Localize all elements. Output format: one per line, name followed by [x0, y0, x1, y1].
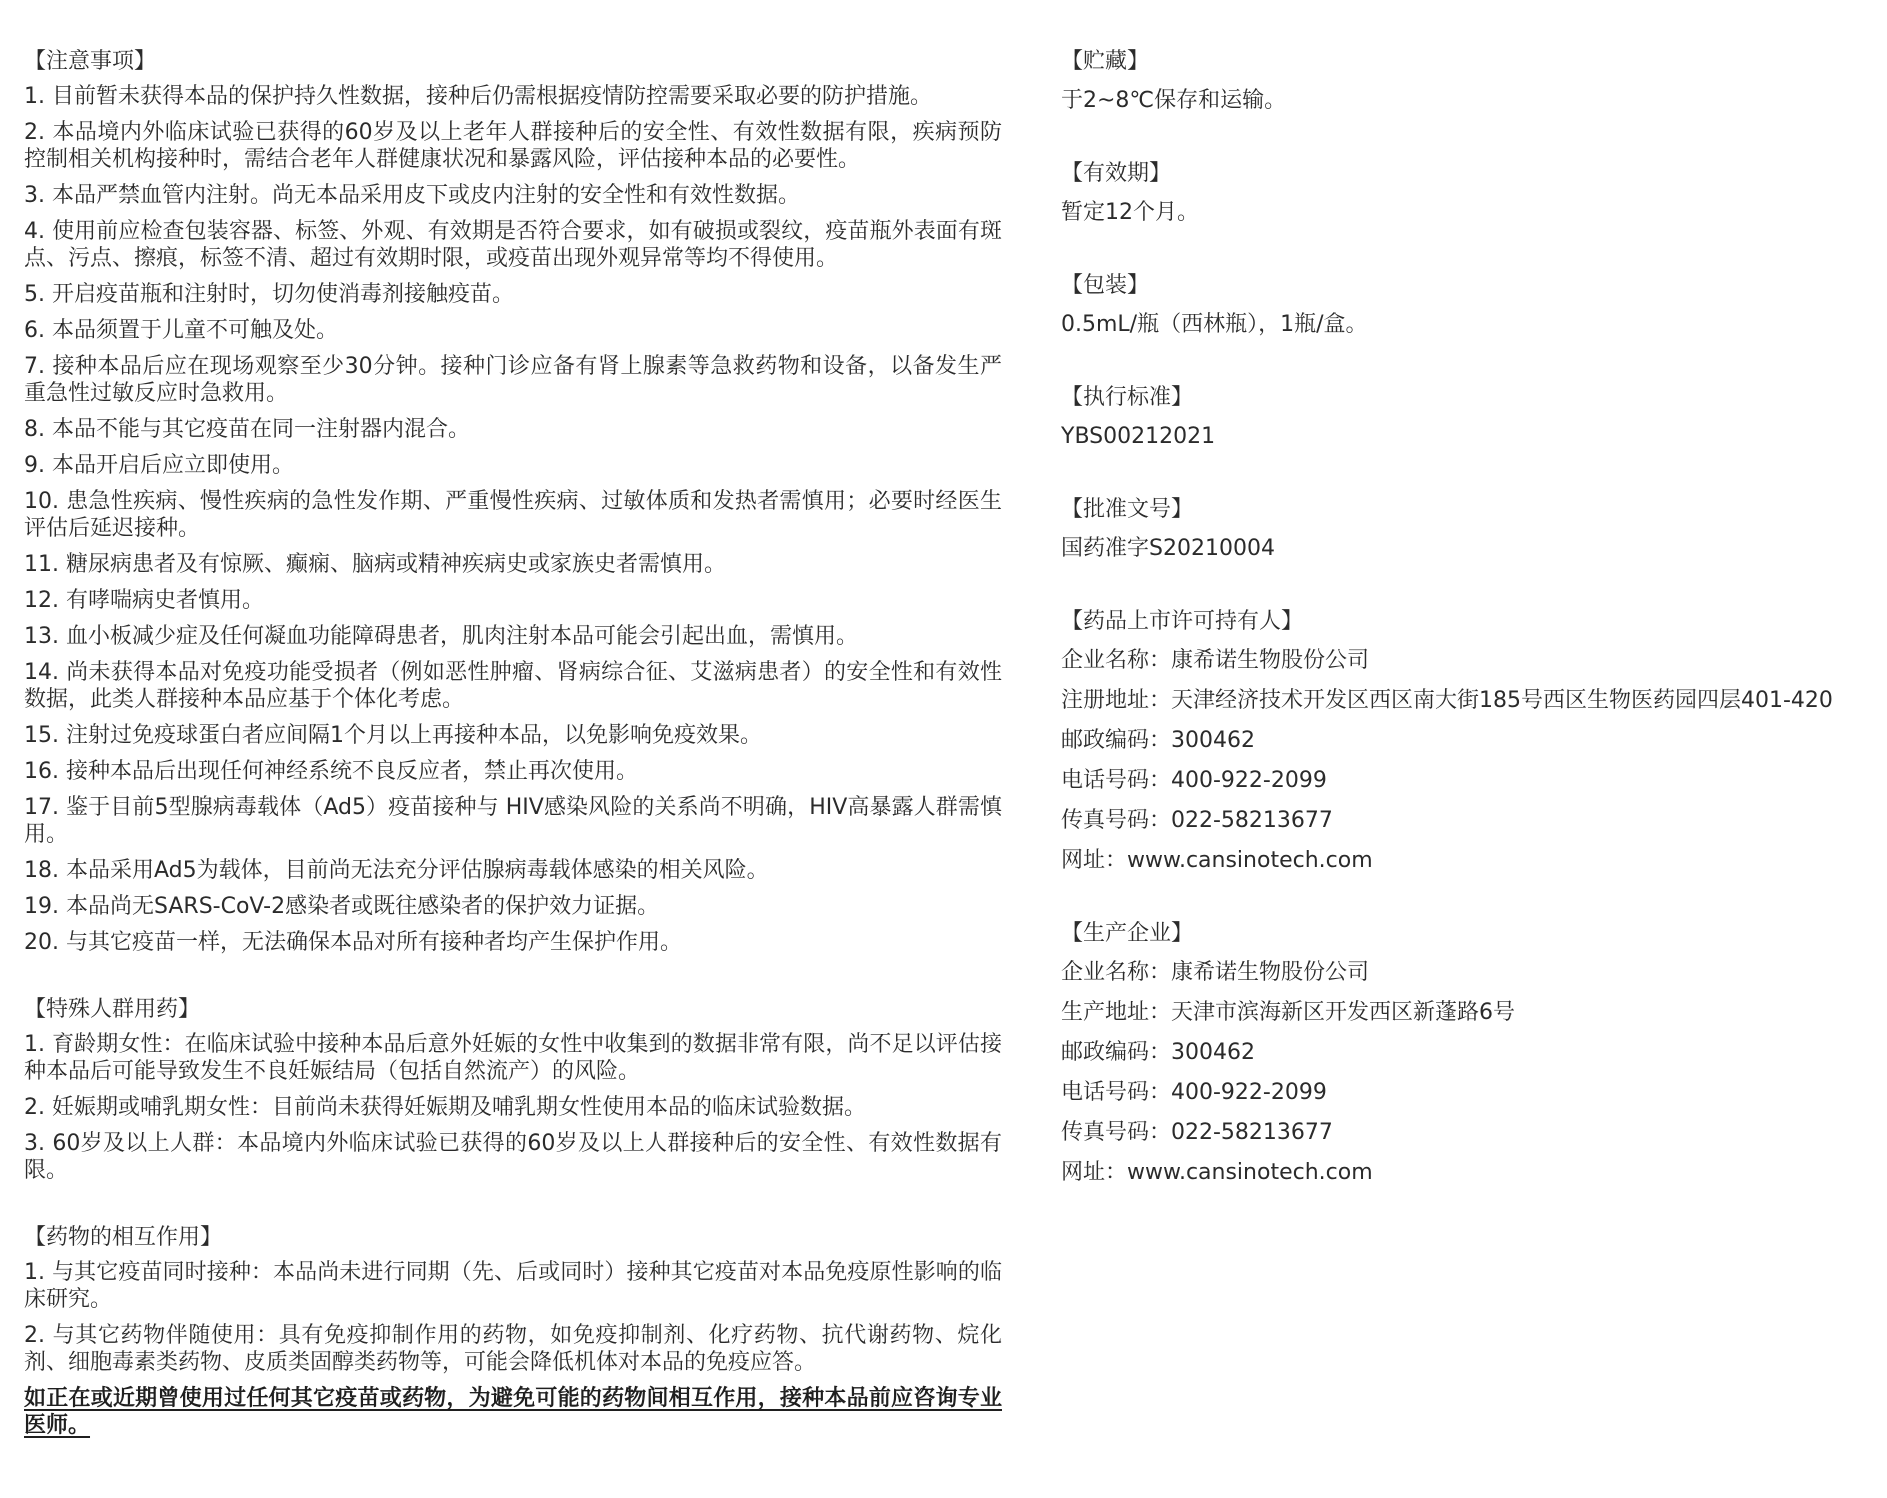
notes-item: 20. 与其它疫苗一样，无法确保本品对所有接种者均产生保护作用。 — [24, 930, 682, 955]
special-population-section — [24, 996, 1002, 1184]
storage-title: 【贮藏】 — [1061, 49, 1150, 74]
holder-title: 【药品上市许可持有人】 — [1061, 609, 1304, 634]
approval-section — [1061, 496, 1871, 562]
notes-item: 4. 使用前应检查包装容器、标签、外观、有效期是否符合要求，如有破损或裂纹，疫苗瓶外表面有斑点、污点、擦痕，标签不清、超过有效期时限，或疫苗出现外观异常等均不得使用。 — [24, 219, 1002, 271]
notes-item: 15. 注射过免疫球蛋白者应间隔1个月以上再接种本品，以免影响免疫效果。 — [24, 723, 762, 748]
notes-item: 14. 尚未获得本品对免疫功能受损者（例如恶性肿瘤、肾病综合征、艾滋病患者）的安全性和有效性数据，此类人群接种本品应基于个体化考虑。 — [24, 660, 1002, 712]
interactions-warning: 如正在或近期曾使用过任何其它疫苗或药物，为避免可能的药物间相互作用，接种本品前应咨询专业医师。 — [24, 1386, 1002, 1438]
notes-title: 【注意事项】 — [24, 49, 157, 74]
interactions-section — [24, 1224, 1002, 1439]
holder-registered-address: 注册地址：天津经济技术开发区西区南大街185号西区生物医药园四层401-420 — [1061, 688, 1833, 713]
validity-title: 【有效期】 — [1061, 161, 1172, 186]
notes-item: 17. 鉴于目前5型腺病毒载体（Ad5）疫苗接种与 HIV感染风险的关系尚不明确，HIV高暴露人群需慎用。 — [24, 795, 1002, 847]
notes-item: 18. 本品采用Ad5为载体，目前尚无法充分评估腺病毒载体感染的相关风险。 — [24, 858, 769, 883]
manufacturer-phone: 电话号码：400-922-2099 — [1061, 1080, 1327, 1105]
standard-section — [1061, 384, 1871, 450]
standard-title: 【执行标准】 — [1061, 385, 1194, 410]
notes-item: 12. 有哮喘病史者慎用。 — [24, 588, 264, 613]
holder-phone: 电话号码：400-922-2099 — [1061, 768, 1327, 793]
notes-item: 1. 目前暂未获得本品的保护持久性数据，接种后仍需根据疫情防控需要采取必要的防护措施。 — [24, 84, 932, 109]
approval-text: 国药准字S20210004 — [1061, 536, 1275, 561]
special-population-item: 2. 妊娠期或哺乳期女性：目前尚未获得妊娠期及哺乳期女性使用本品的临床试验数据。 — [24, 1095, 866, 1120]
manufacturer-address: 生产地址：天津市滨海新区开发西区新蓬路6号 — [1061, 1000, 1515, 1025]
holder-postal-code: 邮政编码：300462 — [1061, 728, 1255, 753]
storage-section — [1061, 48, 1871, 114]
notes-item: 2. 本品境内外临床试验已获得的60岁及以上老年人群接种后的安全性、有效性数据有限，疾病预防控制相关机构接种时，需结合老年人群健康状况和暴露风险，评估接种本品的必要性。 — [24, 120, 1002, 172]
manufacturer-title: 【生产企业】 — [1061, 921, 1194, 946]
holder-website: 网址：www.cansinotech.com — [1061, 848, 1373, 873]
validity-text: 暂定12个月。 — [1061, 200, 1199, 225]
right-column — [1061, 48, 1871, 1232]
notes-section — [24, 48, 1002, 956]
package-text: 0.5mL/瓶（西林瓶），1瓶/盒。 — [1061, 312, 1368, 337]
special-population-item: 1. 育龄期女性：在临床试验中接种本品后意外妊娠的女性中收集到的数据非常有限，尚不足以评估接种本品后可能导致发生不良妊娠结局（包括自然流产）的风险。 — [24, 1032, 1002, 1084]
notes-item: 9. 本品开启后应立即使用。 — [24, 453, 294, 478]
validity-section — [1061, 160, 1871, 226]
notes-item: 5. 开启疫苗瓶和注射时，切勿使消毒剂接触疫苗。 — [24, 282, 514, 307]
notes-item: 3. 本品严禁血管内注射。尚无本品采用皮下或皮内注射的安全性和有效性数据。 — [24, 183, 800, 208]
notes-item: 7. 接种本品后应在现场观察至少30分钟。接种门诊应备有肾上腺素等急救药物和设备，以备发生严重急性过敏反应时急救用。 — [24, 354, 1002, 406]
interactions-title: 【药物的相互作用】 — [24, 1225, 223, 1250]
holder-company-name: 企业名称：康希诺生物股份公司 — [1061, 648, 1370, 673]
notes-item: 11. 糖尿病患者及有惊厥、癫痫、脑病或精神疾病史或家族史者需慎用。 — [24, 552, 726, 577]
package-title: 【包装】 — [1061, 273, 1150, 298]
interactions-item: 2. 与其它药物伴随使用：具有免疫抑制作用的药物，如免疫抑制剂、化疗药物、抗代谢药物、烷化剂、细胞毒素类药物、皮质类固醇类药物等，可能会降低机体对本品的免疫应答。 — [24, 1323, 1002, 1375]
manufacturer-postal-code: 邮政编码：300462 — [1061, 1040, 1255, 1065]
notes-item: 19. 本品尚无SARS-CoV-2感染者或既往感染者的保护效力证据。 — [24, 894, 660, 919]
notes-item: 13. 血小板减少症及任何凝血功能障碍患者，肌肉注射本品可能会引起出血，需慎用。 — [24, 624, 858, 649]
notes-item: 8. 本品不能与其它疫苗在同一注射器内混合。 — [24, 417, 470, 442]
holder-section — [1061, 608, 1871, 874]
manufacturer-company-name: 企业名称：康希诺生物股份公司 — [1061, 960, 1370, 985]
notes-item: 16. 接种本品后出现任何神经系统不良反应者，禁止再次使用。 — [24, 759, 638, 784]
standard-text: YBS00212021 — [1061, 424, 1216, 449]
interactions-item: 1. 与其它疫苗同时接种：本品尚未进行同期（先、后或同时）接种其它疫苗对本品免疫原性影响的临床研究。 — [24, 1260, 1002, 1312]
storage-text: 于2~8℃保存和运输。 — [1061, 88, 1287, 113]
notes-item: 10. 患急性疾病、慢性疾病的急性发作期、严重慢性疾病、过敏体质和发热者需慎用；必要时经医生评估后延迟接种。 — [24, 489, 1002, 541]
package-section — [1061, 272, 1871, 338]
approval-title: 【批准文号】 — [1061, 497, 1194, 522]
manufacturer-website: 网址：www.cansinotech.com — [1061, 1160, 1373, 1185]
holder-fax: 传真号码：022-58213677 — [1061, 808, 1333, 833]
notes-item: 6. 本品须置于儿童不可触及处。 — [24, 318, 338, 343]
special-population-title: 【特殊人群用药】 — [24, 997, 201, 1022]
manufacturer-fax: 传真号码：022-58213677 — [1061, 1120, 1333, 1145]
special-population-item: 3. 60岁及以上人群：本品境内外临床试验已获得的60岁及以上人群接种后的安全性、有效性数据有限。 — [24, 1131, 1002, 1183]
manufacturer-section — [1061, 920, 1871, 1186]
left-column — [24, 48, 1002, 1479]
